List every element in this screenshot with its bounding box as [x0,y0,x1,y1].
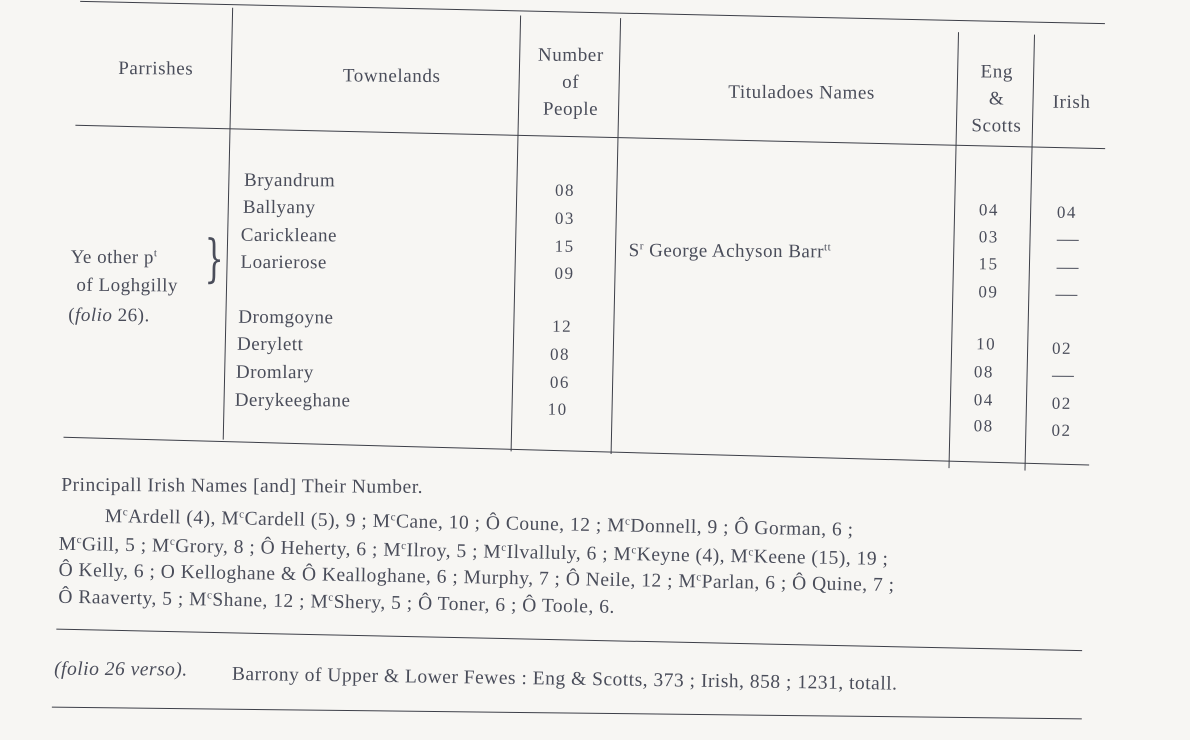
towneland-2: Ballyany [242,196,316,219]
parish-folio-word: folio [75,304,113,327]
eng-8: 08 [973,416,994,436]
eng-4: 09 [978,282,999,302]
principall-line-1: $M^cArdell$ (4), $M^cCardell$ (5), 9 ; $M^cCane$, 10 ; Ô Coune, 12 ; $M^cDonnell$, 9 ; Ô Gorman, 6 ; [104,505,854,541]
mc-superscript: c [501,541,507,554]
mc-superscript: c [328,591,334,604]
tituladoe-prefix-sup: r [639,240,644,253]
irish-6-dash [1052,376,1074,377]
parish-line-1-text: Ye other p [70,246,154,269]
eng-2: 03 [978,227,999,247]
table-top-rule [80,1,1105,24]
towneland-5: Dromgoyne [238,306,334,329]
irish-8: 02 [1051,420,1072,440]
header-eng-line-3: Scotts [971,115,1022,137]
principall-heading: Principall Irish Names [and] Their Number. [61,474,424,498]
eng-1: 04 [978,200,999,220]
header-number-line-3: People [542,98,599,120]
mc-superscript: c [401,539,407,553]
eng-5: 10 [976,334,997,354]
mc-superscript: c [390,511,397,524]
irish-1: 04 [1056,202,1077,222]
towneland-6: Derylett [237,333,304,356]
header-number-of-people [521,42,619,124]
mc-superscript: c [696,571,702,584]
towneland-7: Dromlary [235,361,314,384]
mc-superscript: c [239,508,245,521]
principall-line-2: $M^cGill$, 5 ; $M^cGrory$, 8 ; Ô Heherty, 6 ; $M^cIlroy$, 5 ; $M^cIlvalluly$, 6 ; $M^cKeyne$ (4), $M^cKeene$ (15), 19 ; [58,533,889,570]
header-tituladoes: Tituladoes Names [728,81,876,104]
tituladoe-name-text: George Achyson Barr [649,240,825,263]
parish-folio-number: 26). [117,305,150,327]
people-4: 09 [554,263,575,283]
header-eng-line-2: & [988,88,1005,110]
header-number-line-1: Number [537,44,604,67]
header-number-line-2: of [562,71,580,93]
people-5: 12 [552,316,573,336]
eng-3: 15 [978,254,999,274]
header-irish: Irish [1052,91,1091,113]
mc-superscript: c [624,515,631,528]
mc-superscript: c [631,544,637,557]
people-2: 03 [554,208,575,228]
irish-4-dash [1055,295,1077,296]
tituladoe-prefix: S [628,240,640,262]
people-1: 08 [554,180,576,200]
towneland-3: Carickleane [240,224,338,247]
mc-superscript: c [122,506,129,519]
header-eng-line-1: Eng [980,61,1014,83]
tituladoe-name-sup: tt [823,241,832,254]
people-6: 08 [549,344,571,364]
irish-3-dash [1057,268,1079,269]
mc-superscript: c [206,589,213,602]
header-townelands: Townelands [342,65,441,88]
parish-line-2: of Loghgilly [76,274,179,297]
irish-7: 02 [1051,393,1072,413]
irish-5: 02 [1052,338,1073,358]
eng-7: 04 [973,390,994,410]
brace-icon: } [204,229,224,290]
footer-summary: Barrony of Upper & Lower Fewes : Eng & Scotts, 373 ; Irish, 858 ; 1231, totall. [231,663,898,695]
parish-folio: (folio 26). [68,304,150,327]
col-divider-1 [223,8,233,440]
parish-line-1 [71,247,158,270]
irish-2-dash [1057,240,1079,241]
eng-6: 08 [973,362,994,382]
people-7: 06 [549,372,570,392]
footer-top-rule [56,629,1082,651]
tituladoe-name [629,240,832,263]
header-eng-scotts [959,58,1033,139]
towneland-4: Loarierose [240,251,327,274]
mc-superscript: c [748,546,754,559]
col-divider-2 [511,16,522,452]
towneland-8: Derykeeghane [234,389,351,412]
towneland-1: Bryandrum [244,169,336,192]
principall-line-3: Ô Kelly, 6 ; O Kelloghane & Ô Kealloghane, 6 ; Murphy, 7 ; Ô Neile, 12 ; $M^cParlan$, 6 ; Ô Quine, 7 ; [58,559,895,597]
footer-folio: (folio 26 verso). [54,658,188,681]
mc-superscript: c [76,534,83,547]
footer-bottom-rule [52,707,1082,720]
principall-line-4: Ô Raaverty, 5 ; $M^cShane$, 12 ; $M^cShery$, 5 ; Ô Toner, 6 ; Ô Toole, 6. [58,586,616,618]
people-3: 15 [554,236,575,256]
table-bottom-rule [63,437,1089,466]
mc-superscript: c [169,535,176,548]
people-8: 10 [547,399,568,419]
header-parishes: Parrishes [118,58,194,80]
parish-line-1-sup: t [153,247,158,260]
